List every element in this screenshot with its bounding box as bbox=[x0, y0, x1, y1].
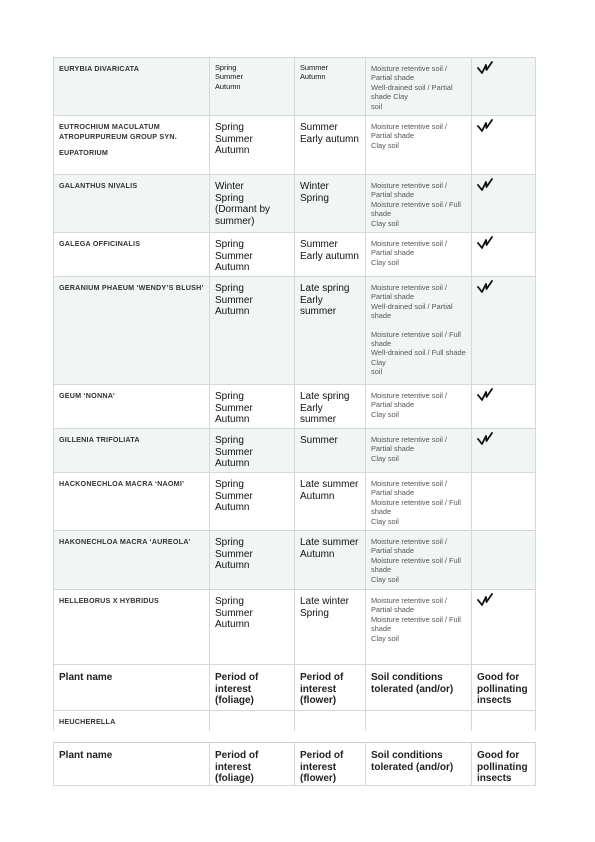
header-foliage: Period of interest (foliage) bbox=[210, 743, 295, 786]
flower-line: Summer bbox=[300, 239, 338, 250]
flower-line: Autumn bbox=[300, 72, 326, 82]
plant-name: HEUCHERELLA bbox=[54, 711, 210, 731]
plant-name bbox=[54, 590, 210, 665]
checkmark-icon bbox=[477, 280, 493, 294]
plant-name-line: GERANIUM PHAEUM ‘WENDY’S BLUSH’ bbox=[59, 283, 204, 292]
soil-line: soil bbox=[371, 367, 383, 377]
foliage-line: Summer bbox=[215, 250, 253, 262]
continuation-header-table bbox=[53, 742, 536, 786]
plant-name-line: EUTROCHIUM MACULATUM ATROPURPUREUM GROUP SYN. bbox=[59, 122, 177, 141]
foliage-cell bbox=[210, 233, 295, 277]
table-row bbox=[54, 58, 536, 116]
soil-cell bbox=[366, 590, 472, 665]
plant-name-line: EUPATORIUM bbox=[59, 148, 109, 157]
pollinator-cell bbox=[472, 233, 536, 277]
soil-line: Moisture retentive soil / Partial shade bbox=[371, 283, 447, 302]
flower-cell bbox=[295, 277, 366, 385]
pollinator-cell bbox=[472, 385, 536, 429]
flower-line: Early autumn bbox=[300, 133, 359, 145]
foliage-line: Autumn bbox=[215, 414, 250, 426]
soil-line: Well-drained soil / Partial shade bbox=[371, 301, 453, 321]
foliage-cell bbox=[210, 385, 295, 429]
flower-line: Early bbox=[300, 294, 323, 306]
foliage-line: Summer bbox=[215, 133, 253, 145]
table-row bbox=[54, 277, 536, 385]
flower-line: summer bbox=[300, 306, 337, 318]
foliage-line: Autumn bbox=[215, 560, 250, 572]
pollinator-cell bbox=[472, 58, 536, 116]
soil-line: Clay soil bbox=[371, 409, 399, 419]
soil-line: Clay soil bbox=[371, 218, 399, 228]
foliage-line: Spring bbox=[215, 192, 244, 204]
soil-cell bbox=[366, 233, 472, 277]
checkmark-icon bbox=[477, 432, 493, 446]
checkmark-icon bbox=[477, 61, 493, 75]
foliage-cell bbox=[210, 116, 295, 175]
soil-line: Well-drained soil / Partial shade Clay bbox=[371, 82, 453, 102]
plant-name bbox=[54, 175, 210, 233]
soil-cell bbox=[366, 385, 472, 429]
flower-line: Late winter bbox=[300, 596, 349, 607]
soil-line: Moisture retentive soil / Full shade bbox=[371, 497, 461, 517]
foliage-line: Autumn bbox=[215, 145, 250, 157]
plant-name-line: GEUM ‘NONNA’ bbox=[59, 391, 115, 400]
soil-line: Well-drained soil / Full shade Clay bbox=[371, 348, 466, 367]
soil-line: Moisture retentive soil / Partial shade bbox=[371, 181, 447, 200]
soil-line: Moisture retentive soil / Partial shade bbox=[371, 537, 447, 556]
plant-name bbox=[54, 58, 210, 116]
foliage-line: Spring bbox=[215, 537, 244, 548]
foliage-cell bbox=[210, 429, 295, 473]
foliage-line: Autumn bbox=[215, 81, 241, 91]
plant-name-line: HACKONECHLOA MACRA ‘NAOMI’ bbox=[59, 479, 185, 488]
foliage-cell bbox=[210, 277, 295, 385]
soil-cell bbox=[366, 58, 472, 116]
table-header-row bbox=[54, 743, 536, 786]
header-plant-name: Plant name bbox=[54, 743, 210, 786]
foliage-line: Autumn bbox=[215, 458, 250, 470]
soil-line: Clay soil bbox=[371, 633, 399, 643]
flower-line: Early autumn bbox=[300, 250, 359, 262]
foliage-line: Summer bbox=[215, 490, 253, 502]
foliage-line: Autumn bbox=[215, 262, 250, 274]
flower-line: Late summer bbox=[300, 479, 359, 490]
checkmark-icon bbox=[477, 178, 493, 192]
soil-cell bbox=[366, 429, 472, 473]
table-row bbox=[54, 385, 536, 429]
pollinator-cell bbox=[472, 277, 536, 385]
foliage-line: Autumn bbox=[215, 619, 250, 631]
soil-line: Clay soil bbox=[371, 574, 399, 584]
foliage-line: Spring bbox=[215, 435, 244, 446]
foliage-line: Autumn bbox=[215, 306, 250, 318]
flower-cell bbox=[295, 429, 366, 473]
header-soil: Soil conditions tolerated (and/or) bbox=[366, 665, 472, 711]
soil-line: Moisture retentive soil / Partial shade bbox=[371, 479, 447, 498]
soil-line: Clay soil bbox=[371, 516, 399, 526]
foliage-line: Spring bbox=[215, 479, 244, 490]
foliage-line: Spring bbox=[215, 283, 244, 294]
plant-name-line: HAKONECHLOA MACRA ‘AUREOLA’ bbox=[59, 537, 191, 546]
flower-cell bbox=[295, 473, 366, 531]
foliage-cell bbox=[210, 590, 295, 665]
soil-line: Moisture retentive soil / Partial shade bbox=[371, 435, 447, 454]
plant-name bbox=[54, 473, 210, 531]
flower-line: Early bbox=[300, 402, 323, 414]
plant-name bbox=[54, 429, 210, 473]
flower-line: Spring bbox=[300, 192, 329, 204]
header-flower: Period of interest (flower) bbox=[295, 665, 366, 711]
foliage-line: Spring bbox=[215, 239, 244, 250]
flower-line: Autumn bbox=[300, 548, 335, 560]
plant-name bbox=[54, 277, 210, 385]
foliage-line: (Dormant by bbox=[215, 204, 271, 216]
plant-name bbox=[54, 233, 210, 277]
flower-cell bbox=[295, 233, 366, 277]
plant-name-line: GALEGA OFFICINALIS bbox=[59, 239, 141, 248]
foliage-cell bbox=[210, 473, 295, 531]
foliage-cell bbox=[210, 175, 295, 233]
foliage-line: Summer bbox=[215, 72, 243, 82]
foliage-line: Spring bbox=[215, 596, 244, 607]
table-row bbox=[54, 175, 536, 233]
flower-cell bbox=[295, 116, 366, 175]
plant-name bbox=[54, 116, 210, 175]
plant-name bbox=[54, 531, 210, 590]
soil-cell bbox=[366, 116, 472, 175]
flower-line: Autumn bbox=[300, 490, 335, 502]
table-header-row bbox=[54, 665, 536, 711]
table-row bbox=[54, 233, 536, 277]
checkmark-icon bbox=[477, 593, 493, 607]
soil-line: Moisture retentive soil / Full shade bbox=[371, 199, 461, 219]
soil-line: Moisture retentive soil / Partial shade bbox=[371, 596, 447, 615]
header-foliage: Period of interest (foliage) bbox=[210, 665, 295, 711]
header-plant-name: Plant name bbox=[54, 665, 210, 711]
soil-line: soil bbox=[371, 101, 383, 111]
foliage-line: Summer bbox=[215, 607, 253, 619]
table-row bbox=[54, 711, 536, 731]
table-row bbox=[54, 473, 536, 531]
table-row bbox=[54, 116, 536, 175]
soil-line: Clay soil bbox=[371, 453, 399, 463]
flower-line: Winter bbox=[300, 181, 329, 192]
soil-cell bbox=[366, 277, 472, 385]
plant-name bbox=[54, 385, 210, 429]
soil-cell bbox=[366, 175, 472, 233]
foliage-line: Winter bbox=[215, 181, 244, 192]
foliage-line: Spring bbox=[215, 391, 244, 402]
foliage-line: Autumn bbox=[215, 502, 250, 514]
pollinator-cell bbox=[472, 473, 536, 531]
checkmark-icon bbox=[477, 236, 493, 250]
soil-line: Moisture retentive soil / Partial shade bbox=[371, 391, 447, 410]
foliage-cell bbox=[210, 531, 295, 590]
flower-cell bbox=[295, 385, 366, 429]
soil-cell bbox=[366, 473, 472, 531]
pollinator-cell bbox=[472, 429, 536, 473]
header-flower: Period of interest (flower) bbox=[295, 743, 366, 786]
soil-line: Moisture retentive soil / Partial shade bbox=[371, 239, 447, 258]
flower-line: Late spring bbox=[300, 391, 350, 402]
soil-line: Moisture retentive soil / Partial shade bbox=[371, 122, 447, 141]
soil-cell bbox=[366, 531, 472, 590]
flower-cell bbox=[295, 58, 366, 116]
foliage-line: Summer bbox=[215, 402, 253, 414]
foliage-line: Summer bbox=[215, 446, 253, 458]
plant-table bbox=[53, 57, 536, 731]
table-row bbox=[54, 531, 536, 590]
foliage-line: Spring bbox=[215, 63, 237, 72]
flower-line: summer bbox=[300, 414, 337, 426]
flower-cell bbox=[295, 175, 366, 233]
table-row bbox=[54, 429, 536, 473]
plant-name-line: GILLENIA TRIFOLIATA bbox=[59, 435, 140, 444]
foliage-line: Spring bbox=[215, 122, 244, 133]
pollinator-cell bbox=[472, 116, 536, 175]
pollinator-cell bbox=[472, 590, 536, 665]
soil-line: Clay soil bbox=[371, 140, 399, 150]
header-pollinating: Good for pollinating insects bbox=[472, 743, 536, 786]
header-soil: Soil conditions tolerated (and/or) bbox=[366, 743, 472, 786]
pollinator-cell bbox=[472, 531, 536, 590]
foliage-line: summer) bbox=[215, 215, 255, 227]
table-row bbox=[54, 590, 536, 665]
soil-line: Moisture retentive soil / Full shade bbox=[371, 555, 461, 575]
flower-cell bbox=[295, 590, 366, 665]
flower-line: Summer bbox=[300, 435, 338, 446]
soil-line: Moisture retentive soil / Full shade bbox=[371, 614, 461, 634]
plant-name-line: HELLEBORUS X HYBRIDUS bbox=[59, 596, 160, 605]
flower-line: Summer bbox=[300, 63, 328, 72]
foliage-line: Summer bbox=[215, 294, 253, 306]
foliage-line: Summer bbox=[215, 548, 253, 560]
checkmark-icon bbox=[477, 119, 493, 133]
flower-cell bbox=[295, 531, 366, 590]
soil-line: Moisture retentive soil / Full shade bbox=[371, 329, 461, 349]
soil-line: Clay soil bbox=[371, 257, 399, 267]
pollinator-cell bbox=[472, 175, 536, 233]
flower-line: Spring bbox=[300, 607, 329, 619]
plant-name-line: GALANTHUS NIVALIS bbox=[59, 181, 138, 190]
flower-line: Summer bbox=[300, 122, 338, 133]
plant-name-line: EURYBIA DIVARICATA bbox=[59, 64, 140, 73]
flower-line: Late spring bbox=[300, 283, 350, 294]
flower-line: Late summer bbox=[300, 537, 359, 548]
foliage-cell bbox=[210, 58, 295, 116]
header-pollinating: Good for pollinating insects bbox=[472, 665, 536, 711]
checkmark-icon bbox=[477, 388, 493, 402]
soil-line: Moisture retentive soil / Partial shade bbox=[371, 64, 447, 83]
